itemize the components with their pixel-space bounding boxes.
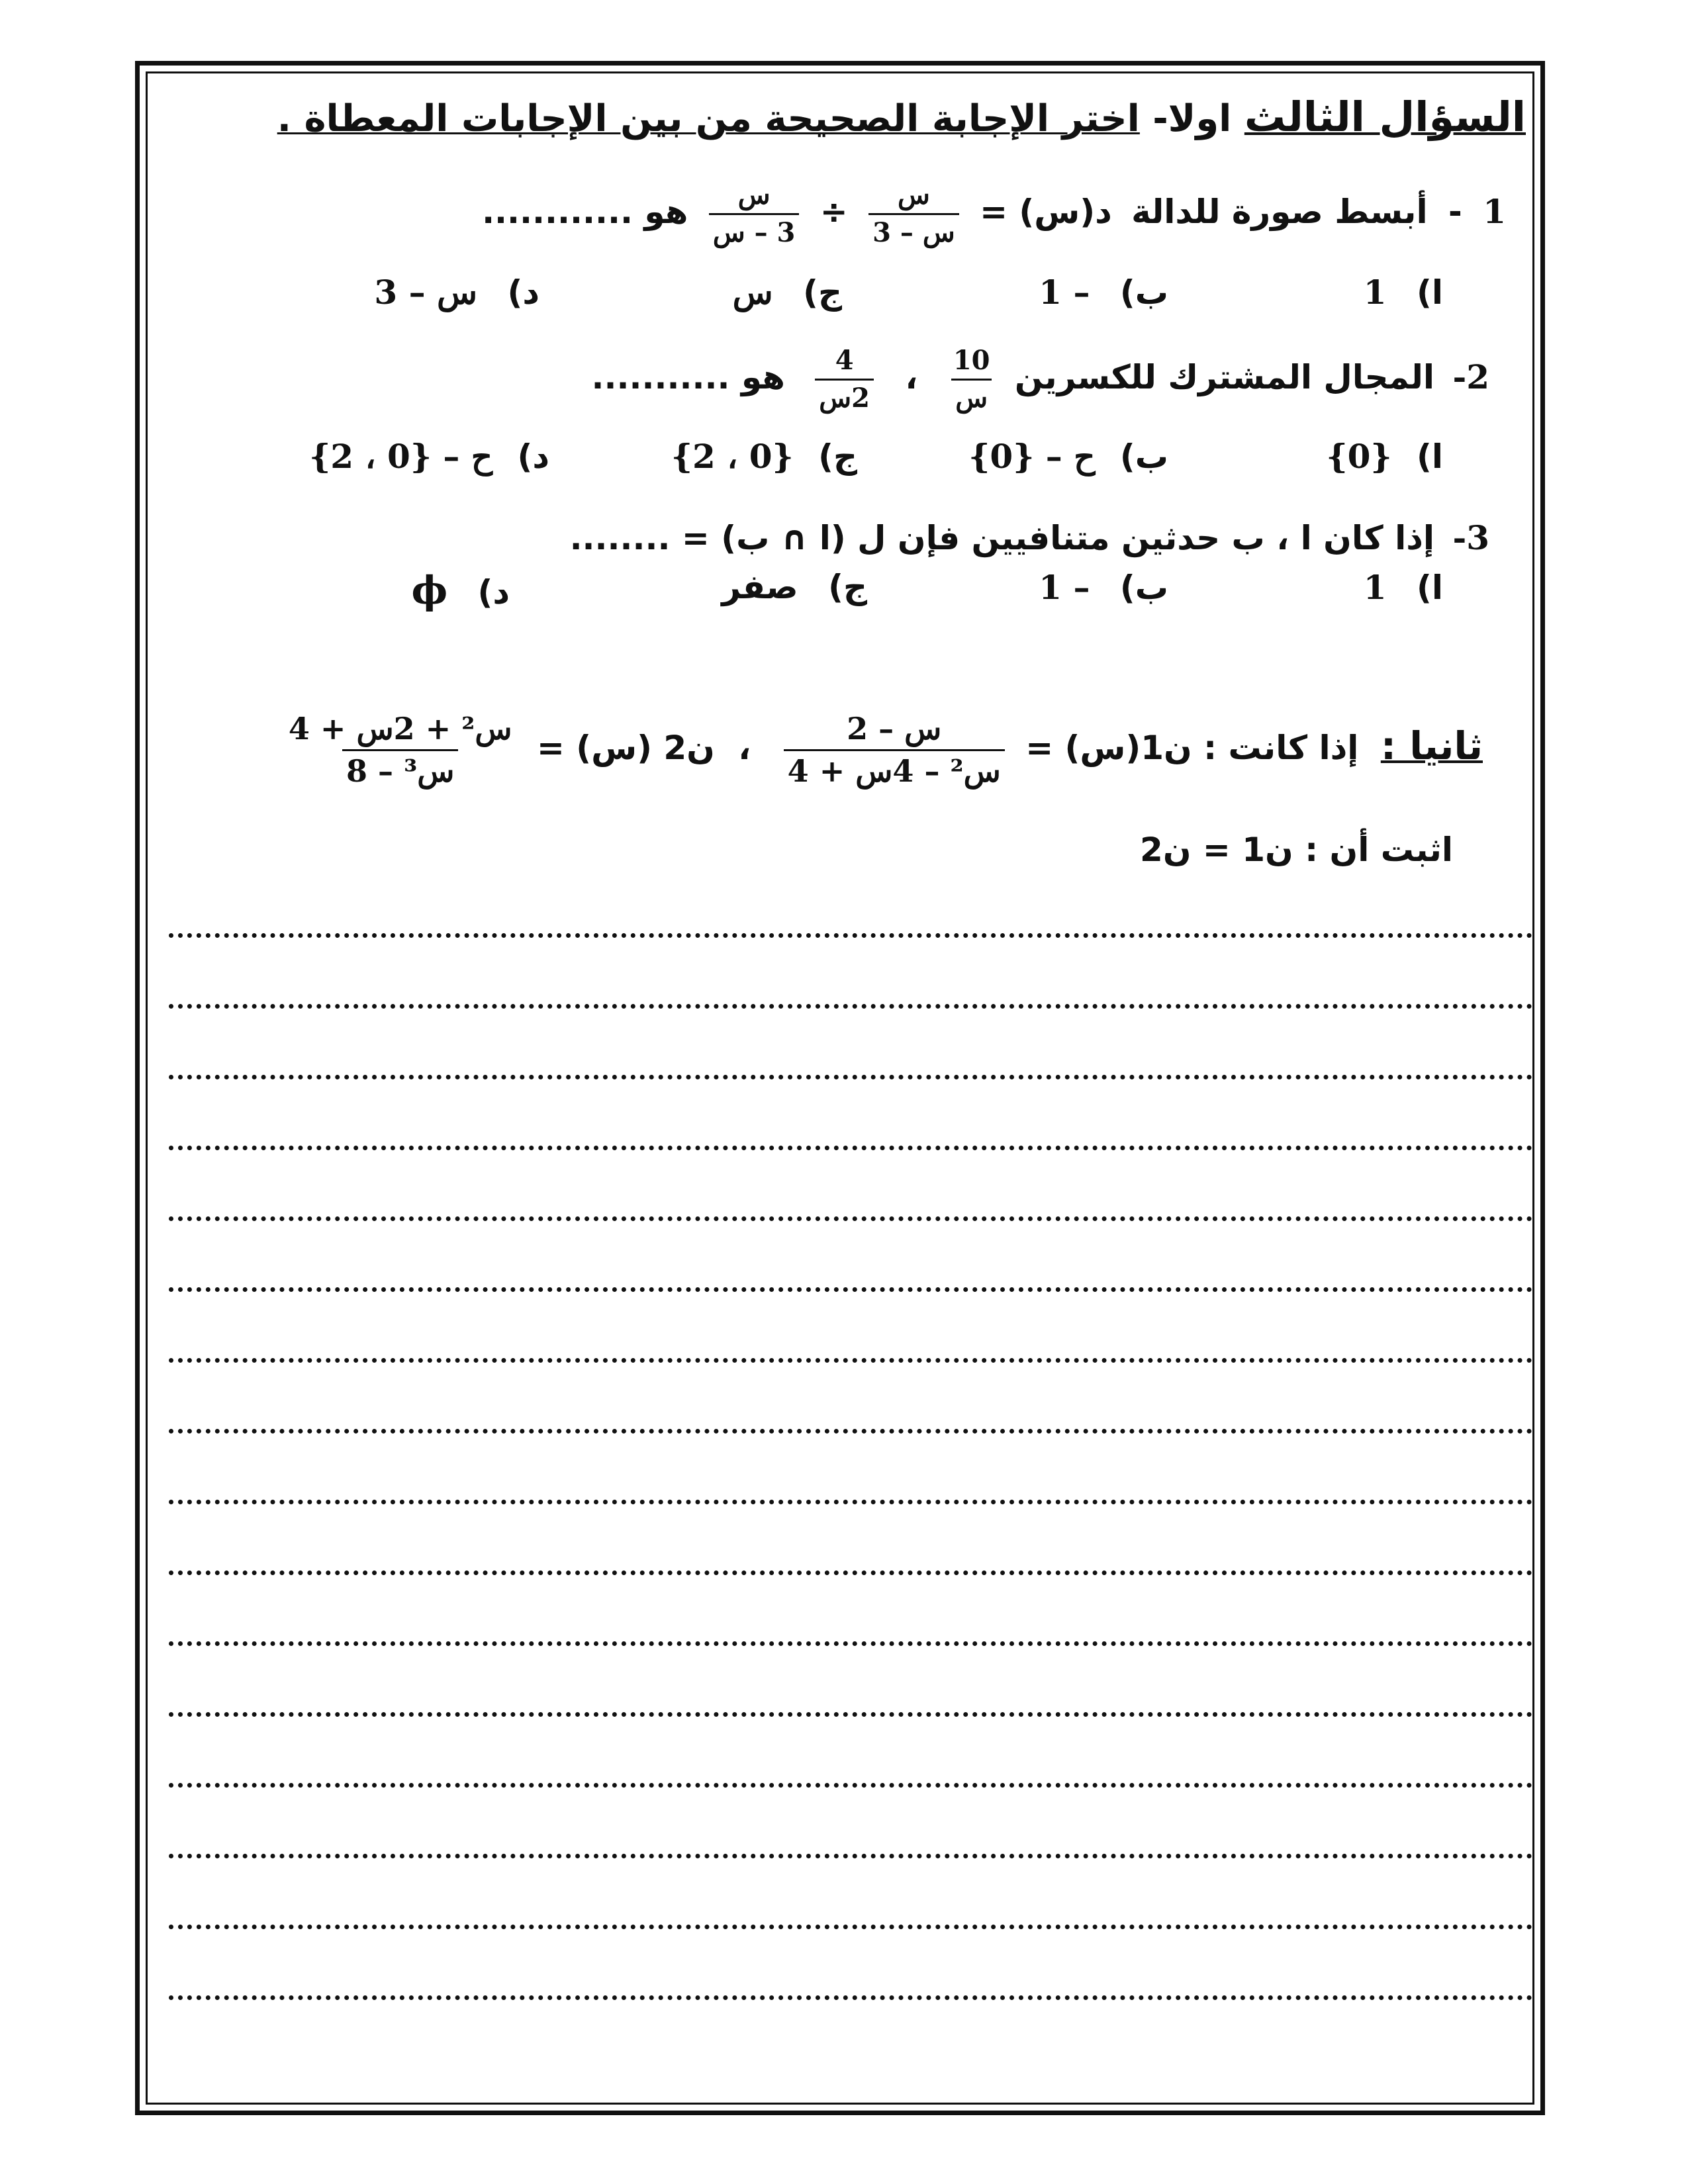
q1-fraction-1 (868, 180, 959, 248)
q1-text: أبسط صورة للدالة (1131, 193, 1428, 231)
q2-fraction-1 (949, 345, 994, 414)
n2-label: ن2 (س) = (536, 728, 715, 767)
q2-fraction-2-numerator: 4 (835, 345, 854, 376)
option-label: ا) (1417, 437, 1443, 476)
q2-option-d[interactable] (309, 437, 549, 476)
q2-fraction-2-denominator: 2س (815, 379, 874, 414)
q1-option-a[interactable] (1364, 273, 1443, 312)
q2-number: 2- (1452, 357, 1489, 396)
n2-numerator: س² + 2س + 4 (288, 711, 512, 747)
option-label: ب) (1119, 437, 1168, 476)
q1-fraction-2 (709, 180, 800, 248)
q1-number: 1 (1483, 192, 1506, 231)
part2-separator: ، (738, 728, 751, 767)
option-value: س – 3 (374, 273, 478, 312)
q1-fraction-2-numerator: س (737, 179, 771, 210)
option-value: – 1 (1039, 273, 1090, 312)
q1-option-d[interactable] (374, 273, 539, 312)
option-label: ب) (1119, 273, 1168, 312)
q2-fraction-1-denominator: س (951, 379, 992, 414)
q3-option-d[interactable] (411, 568, 510, 613)
q1-fraction-1-denominator: س – 3 (868, 213, 959, 248)
q1-option-c[interactable] (733, 273, 842, 312)
option-label: ا) (1417, 569, 1443, 607)
instruction: اختر الإجابة الصحيحة من بين الإجابات المعطاة . (277, 97, 1140, 140)
answer-line[interactable] (169, 1146, 1532, 1150)
q1-option-b[interactable] (1039, 273, 1168, 312)
q1-func: د(س) = (980, 193, 1112, 231)
answer-line[interactable] (169, 1004, 1532, 1009)
option-value: صفر (722, 568, 798, 606)
n2-fraction (285, 711, 516, 789)
q2-fraction-2 (815, 345, 874, 414)
q3-text: إذا كان ا ، ب حدثين متنافيين فإن ل (ا ∩ ب) = ........ (569, 519, 1435, 557)
part2-intro: إذا كانت : ن1(س) = (1025, 728, 1359, 767)
q1-dash: - (1448, 193, 1462, 231)
n1-numerator: س – 2 (847, 711, 942, 747)
n1-fraction (784, 711, 1005, 789)
option-label: د) (477, 573, 510, 612)
answer-line[interactable] (169, 1075, 1532, 1079)
q2-text: المجال المشترك للكسرين (1014, 358, 1435, 396)
answer-line[interactable] (169, 1570, 1532, 1575)
answer-line[interactable] (169, 1429, 1532, 1433)
part2-statement (275, 711, 1483, 789)
q1-stem (482, 180, 1506, 248)
answer-line[interactable] (169, 1216, 1532, 1221)
option-label: ا) (1417, 273, 1443, 312)
q3-option-a[interactable] (1364, 568, 1443, 607)
answer-line[interactable] (169, 1712, 1532, 1717)
answer-line[interactable] (169, 1854, 1532, 1858)
option-label: ج) (803, 273, 842, 312)
q2-tail: هو ........... (591, 358, 785, 396)
q2-option-a[interactable] (1326, 437, 1443, 476)
option-value: {0 ، 2} (671, 437, 794, 476)
q2-separator: ، (905, 358, 918, 396)
q3-stem (570, 518, 1489, 557)
answer-line[interactable] (169, 1641, 1532, 1646)
q1-fraction-2-denominator: 3 – س (709, 213, 800, 248)
q1-divide-sign: ÷ (820, 193, 848, 231)
q2-option-c[interactable] (671, 437, 857, 476)
section-title (277, 93, 1526, 141)
answer-line[interactable] (169, 933, 1532, 938)
option-value: – 1 (1039, 568, 1090, 607)
option-value: ح – {0 ، 2} (309, 437, 493, 476)
q2-option-b[interactable] (968, 437, 1168, 476)
option-value: س (732, 273, 773, 312)
answer-line[interactable] (169, 1500, 1532, 1504)
q3-option-b[interactable] (1039, 568, 1168, 607)
n2-denominator: س³ – 8 (342, 749, 458, 789)
option-label: د) (507, 273, 539, 312)
answer-line[interactable] (169, 1358, 1532, 1363)
option-value: ϕ (411, 568, 448, 613)
q3-option-c[interactable] (722, 568, 867, 606)
option-label: ب) (1119, 569, 1168, 607)
q1-fraction-1-numerator: س (897, 179, 930, 210)
n1-denominator: س² – 4س + 4 (784, 749, 1005, 789)
q2-stem (592, 345, 1489, 414)
option-label: ج) (828, 568, 867, 606)
answer-line[interactable] (169, 1995, 1532, 2000)
q2-fraction-1-numerator: 10 (953, 345, 990, 376)
q1-tail: هو ............ (482, 193, 688, 231)
part-label: اولا- (1152, 97, 1232, 140)
option-label: د) (517, 437, 549, 476)
option-value: 1 (1363, 273, 1387, 312)
option-value: 1 (1363, 568, 1387, 607)
q3-number: 3- (1452, 518, 1489, 557)
option-label: ج) (818, 437, 857, 476)
question-title: السؤال الثالث (1244, 93, 1526, 141)
part2-heading: ثانيا : (1380, 723, 1483, 768)
prove-statement: اثبت أن : ن1 = ن2 (1140, 831, 1453, 869)
answer-line[interactable] (169, 1287, 1532, 1292)
option-value: ح – {0} (968, 437, 1096, 476)
answer-line[interactable] (169, 1783, 1532, 1788)
option-value: {0} (1326, 437, 1392, 476)
answer-line[interactable] (169, 1925, 1532, 1929)
